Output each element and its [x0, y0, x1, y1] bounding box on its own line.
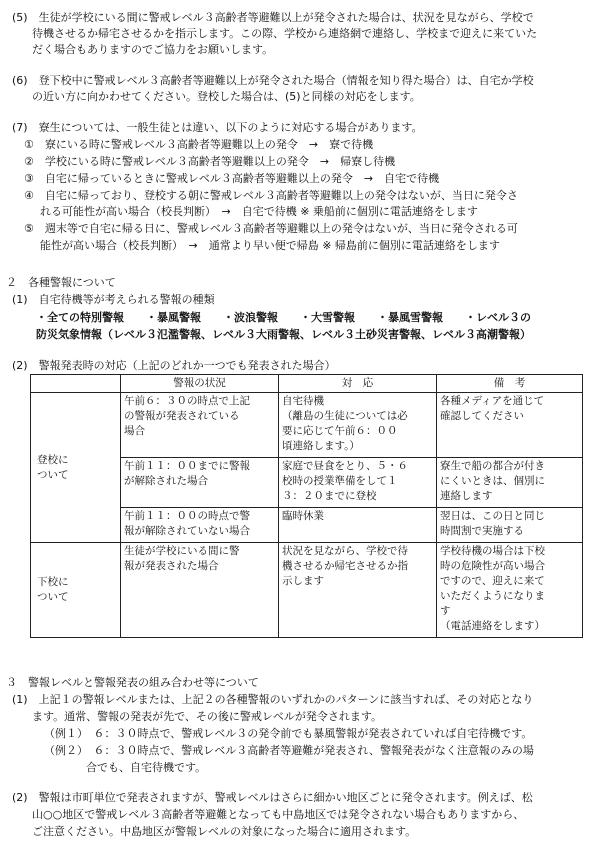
- table-header-empty: [31, 375, 121, 393]
- section3-line-2: ます。通常、警報の発表が先で、その後に警戒レベルが発令されます。: [32, 710, 383, 723]
- table-cell-remarks: 翌日は、この日と同じ 時間割で実施する: [437, 508, 583, 543]
- warnings-line-1: ・全ての特別警報 ・暴風警報 ・波浪警報 ・大雪警報 ・暴風雪警報 ・レベル３の: [36, 311, 531, 324]
- table-cell-situation: 生徒が学校にいる間に警 報が発表された場合: [121, 543, 279, 638]
- item5-line-1: (5) 生徒が学校にいる間に警戒レベル３高齢者等避難以上が発令された場合は、状況を見ながら、学校で: [12, 11, 534, 24]
- section3-line-8: ご注意ください。中島地区が警報レベルの対象になった場合に適用されます。: [32, 825, 417, 838]
- item7-line-2: ① 寮にいる時に警戒レベル３高齢者等避難以上の発令 → 寮で待機: [24, 138, 374, 151]
- item5-line-2: 待機させるか帰宅させるかを指示します。この際、学校から連絡網で連絡し、学校まで迎えに来ていた: [32, 27, 538, 40]
- table-row: [31, 543, 583, 638]
- table-cell-situation: 午前１１：００までに警報 が解除された場合: [121, 458, 279, 508]
- item6-line-2: の近い方に向かわせてください。登校した場合は、(5)と同様の対応をします。: [32, 90, 421, 103]
- section2-sub2: (2) 警報発表時の対応（上記のどれか一つでも発表された場合）: [12, 359, 336, 372]
- table-header-row: [31, 375, 583, 393]
- table-cell-response: 状況を見ながら、学校で待 機させるか帰宅させるか指 示します: [279, 543, 437, 638]
- table-cell-remarks: 学校待機の場合は下校 時の危険性が高い場合 ですので、迎えに来て いただくようになりま す （電話連絡をします）: [437, 543, 583, 638]
- group-departure-label: 下校に ついて: [31, 543, 121, 638]
- table-row: [31, 393, 583, 458]
- table-cell-situation: 午前６：３０の時点で上記 の警報が発表されている 場合: [121, 393, 279, 458]
- item6-line-1: (6) 登下校中に警戒レベル３高齢者等避難以上が発令された場合（情報を知り得た場合）は、自宅か学校: [12, 74, 534, 87]
- table-cell-remarks: 各種メディアを通じて 確認してください: [437, 393, 583, 458]
- section3-line-6: (2) 警報は市町単位で発表されますが、警戒レベルはさらに細かい地区ごとに発令されます。例えば、松: [12, 791, 533, 804]
- section3-example-2-cont: 合でも、自宅待機です。: [86, 761, 207, 774]
- warnings-line-2: 防災気象情報（レベル３氾濫警報、レベル３大雨警報、レベル３土砂災害警報、レベル３高潮警報）: [36, 328, 531, 341]
- section3-example-2: （例２） ６：３０時点で、警戒レベル３高齢者等避難が発表され、警報発表がなく注意報のみの場: [44, 744, 534, 757]
- table-header-situation: 警報の状況: [121, 375, 279, 393]
- item7-line-1: (7) 寮生については、一般生徒とは違い、以下のように対応する場合があります。: [12, 121, 423, 134]
- section3-line-1: (1) 上記１の警報レベルまたは、上記２の各種警報のいずれかのパターンに該当すれば、その対応となり: [12, 693, 534, 706]
- section2-sub1: (1) 自宅待機等が考えられる警報の種類: [12, 293, 215, 306]
- table-cell-remarks: 寮生で船の都合が付き にくいときは、個別に 連絡します: [437, 458, 583, 508]
- table-cell-response: 臨時休業: [279, 508, 437, 543]
- section3-example-1: （例１） ６：３０時点で、警戒レベル３の発令前でも暴風警報が発表されていれば自宅待機です。: [44, 727, 533, 740]
- warning-response-table: [30, 374, 583, 638]
- item5-line-3: だく場合もありますのでご協力をお願いします。: [32, 43, 274, 56]
- item7-line-5: ④ 自宅に帰っており、登校する朝に警戒レベル３高齢者等避難以上の発令はないが、当日に発令さ: [24, 189, 518, 202]
- table-cell-response: 自宅待機 （離島の生徒については必 要に応じて午前６：００ 頃連絡します。）: [279, 393, 437, 458]
- section3-heading: ３ 警報レベルと警報発表の組み合わせ等について: [6, 676, 259, 689]
- item7-line-4: ③ 自宅に帰っているときに警戒レベル３高齢者等避難以上の発令 → 自宅で待機: [24, 172, 440, 185]
- group-arrival-label: 登校に ついて: [31, 393, 121, 543]
- table-cell-response: 家庭で昼食をとり、５・６ 校時の授業準備をして１ ３：２０までに登校: [279, 458, 437, 508]
- item7-line-8: 能性が高い場合（校長判断） → 通常より早い便で帰島 ※ 帰島前に個別に電話連絡をします: [40, 239, 500, 252]
- table-cell-situation: 午前１１：００の時点で警 報が解除されていない場合: [121, 508, 279, 543]
- table-header-remarks: 備 考: [437, 375, 583, 393]
- item7-line-7: ⑤ 週末等で自宅に帰る日に、警戒レベル３高齢者等避難以上の発令はないが、当日に発令される可: [24, 222, 518, 235]
- item7-line-3: ② 学校にいる時に警戒レベル３高齢者等避難以上の発令 → 帰寮し待機: [24, 155, 396, 168]
- section2-heading: ２ 各種警報について: [6, 276, 116, 289]
- table-header-response: 対 応: [279, 375, 437, 393]
- item7-line-6: れる可能性が高い場合（校長判断） → 自宅で待機 ※ 乗船前に個別に電話連絡をします: [40, 205, 478, 218]
- section3-line-7: 山○○地区で警戒レベル３高齢者等避難となっても中島地区では発令されない場合もありますから、: [32, 808, 525, 821]
